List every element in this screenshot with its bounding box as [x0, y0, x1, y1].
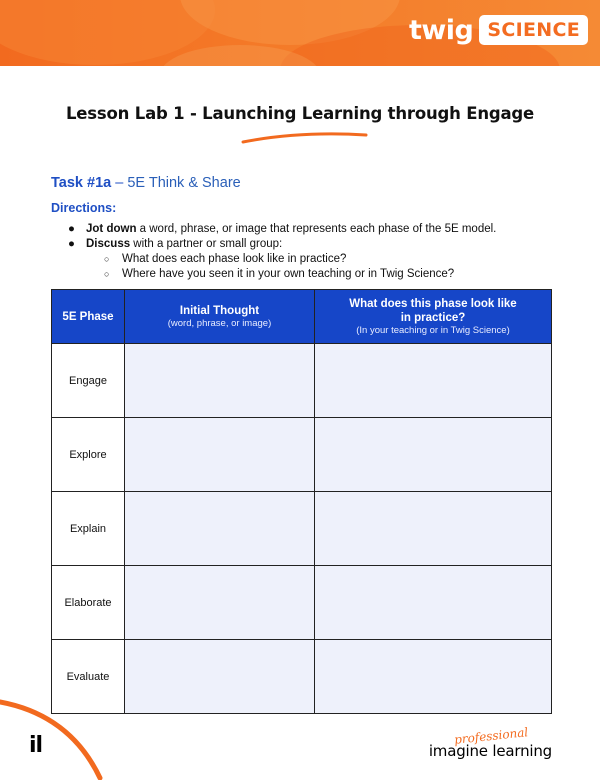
table-row — [52, 418, 552, 492]
task-name: 5E Think & Share — [127, 175, 241, 191]
page-title: Lesson Lab 1 - Launching Learning through Engage — [65, 104, 535, 123]
initial-thought-cell[interactable] — [125, 418, 315, 492]
sub-item-text: What does each phase look like in practice? — [122, 253, 347, 265]
table-row — [52, 566, 552, 640]
initial-thought-cell[interactable] — [125, 344, 315, 418]
phase-explore: Explore — [52, 418, 125, 492]
table-row — [52, 344, 552, 418]
footer-swoosh — [0, 690, 110, 780]
task-separator: – — [111, 175, 128, 191]
il-logo: il — [29, 733, 43, 758]
header-5e-phase: 5E Phase — [52, 290, 125, 344]
practice-cell[interactable] — [315, 418, 552, 492]
practice-cell[interactable] — [315, 492, 552, 566]
directions-heading: Directions: — [51, 201, 117, 215]
item-text: with a partner or small group: — [130, 238, 283, 250]
directions-list — [68, 222, 496, 282]
item-text: a word, phrase, or image that represents each phase of the 5E model. — [136, 223, 497, 235]
list-item — [68, 237, 496, 252]
initial-thought-cell[interactable] — [125, 492, 315, 566]
list-item — [68, 222, 496, 237]
item-bold: Jot down — [86, 223, 137, 235]
circle-bullet-icon: ○ — [104, 269, 110, 279]
item-bold: Discuss — [86, 238, 131, 250]
phase-evaluate: Evaluate — [52, 640, 125, 714]
header-initial-thought: Initial Thought (word, phrase, or image) — [125, 290, 315, 344]
phase-elaborate: Elaborate — [52, 566, 125, 640]
phase-table — [51, 289, 552, 714]
header-practice: What does this phase look like in practice? (In your teaching or in Twig Science) — [315, 290, 552, 344]
initial-thought-cell[interactable] — [125, 566, 315, 640]
practice-cell[interactable] — [315, 640, 552, 714]
title-underline-swoosh — [240, 127, 370, 147]
brand-twig: twig — [408, 14, 474, 46]
sub-list-item — [68, 267, 496, 282]
brand-science: SCIENCE — [479, 15, 588, 45]
practice-cell[interactable] — [315, 566, 552, 640]
sub-list-item — [68, 252, 496, 267]
imagine-learning-logo: imagine learning — [428, 742, 552, 760]
table-row — [52, 492, 552, 566]
phase-explain: Explain — [52, 492, 125, 566]
task-heading — [51, 175, 241, 191]
task-label: Task #1a — [51, 175, 112, 191]
bullet-icon: ● — [68, 238, 75, 250]
twig-science-logo — [409, 13, 588, 47]
table-row — [52, 640, 552, 714]
circle-bullet-icon: ○ — [104, 254, 110, 264]
sub-item-text: Where have you seen it in your own teaching or in Twig Science? — [122, 268, 455, 280]
header-banner — [0, 0, 600, 66]
professional-label: professional — [453, 725, 529, 747]
practice-cell[interactable] — [315, 344, 552, 418]
initial-thought-cell[interactable] — [125, 640, 315, 714]
phase-engage: Engage — [52, 344, 125, 418]
bullet-icon: ● — [68, 223, 75, 235]
